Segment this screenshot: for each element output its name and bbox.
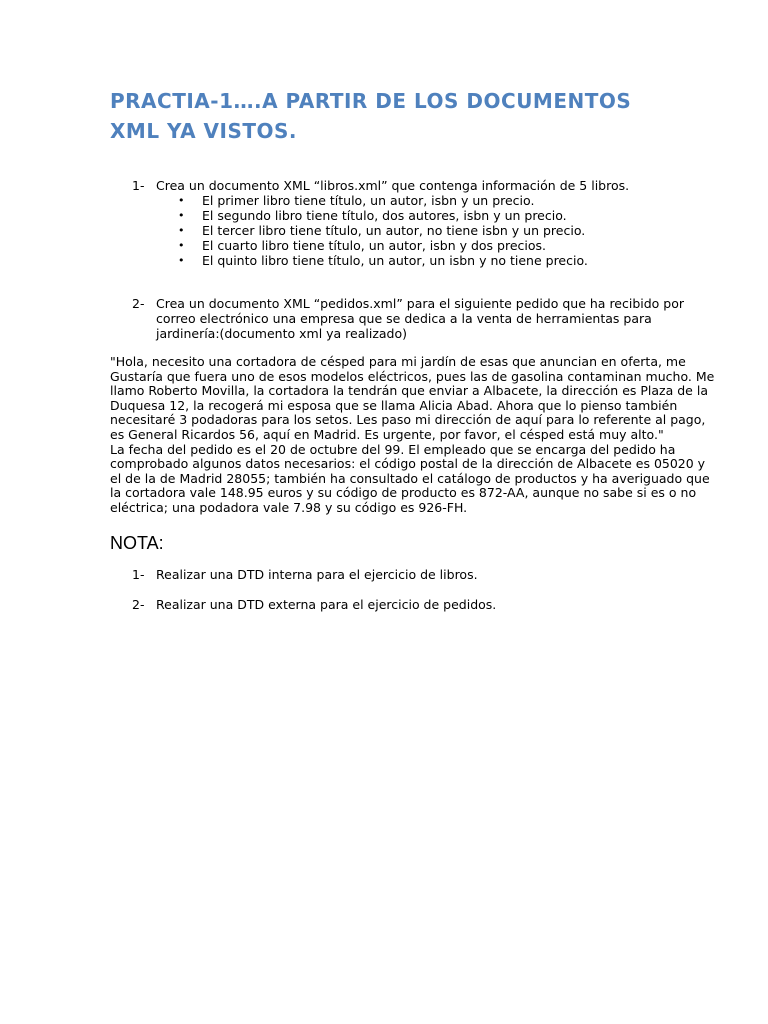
bullet-text: El quinto libro tiene título, un autor, un isbn y no tiene precio. (202, 253, 588, 268)
paragraph-line: "Hola, necesito una cortadora de césped para mi jardín de esas que anuncian en oferta, me (110, 354, 686, 369)
task-1-number: 1- (132, 178, 145, 193)
task-2-line-1: Crea un documento XML “pedidos.xml” para el siguiente pedido que ha recibido por (156, 296, 685, 311)
task-1-text: Crea un documento XML “libros.xml” que contenga información de 5 libros. (156, 178, 630, 193)
task-2-line-3: jardinería:(documento xml ya realizado) (156, 326, 408, 341)
bullet-icon: • (178, 209, 185, 222)
paragraph-line: necesitaré 3 podadoras para los setos. Les paso mi dirección de aquí para lo referente al pago, (110, 412, 706, 428)
bullet-icon: • (178, 239, 185, 252)
bullet-text: El primer libro tiene título, un autor, isbn y un precio. (202, 193, 535, 208)
paragraph-line: Duquesa 12, la recogerá mi esposa que se llama Alicia Abad. Ahora que lo pienso también (110, 397, 678, 413)
bullet-text: El tercer libro tiene título, un autor, no tiene isbn y un precio. (202, 223, 586, 238)
title-line-1: PRACTIA-1….A PARTIR DE LOS DOCUMENTOS (110, 89, 632, 113)
paragraph-line: es General Ricardos 56, aquí en Madrid. Es urgente, por favor, el césped está muy alto." (110, 426, 664, 442)
nota-heading: NOTA: (110, 533, 164, 553)
bullet-text: El segundo libro tiene título, dos autores, isbn y un precio. (202, 208, 567, 223)
bullet-icon: • (178, 254, 185, 267)
page-title (110, 86, 670, 146)
paragraph-line: Gustaría que fuera uno de esos modelos eléctricos, pues las de gasolina contaminan mucho. Me (110, 368, 715, 384)
note-2-text: Realizar una DTD externa para el ejercicio de pedidos. (156, 597, 497, 612)
note-2-number: 2- (132, 597, 145, 612)
paragraph-line: el de la de Madrid 28055; también ha consultado el catálogo de productos y ha averiguado que (110, 470, 710, 486)
bullet-icon: • (178, 224, 185, 237)
paragraph-line: llamo Roberto Movilla, la cortadora la tendrán que enviar a Albacete, la dirección es Plaza de la (110, 383, 708, 399)
paragraph-line: la cortadora vale 148.95 euros y su código de producto es 872-AA, aunque no sabe si es o no (110, 485, 697, 501)
paragraph-line: comprobado algunos datos necesarios: el código postal de la dirección de Albacete es 05020 y (110, 456, 706, 472)
paragraph-line: La fecha del pedido es el 20 de octubre del 99. El empleado que se encarga del pedido ha (110, 441, 676, 457)
bullet-text: El cuarto libro tiene título, un autor, isbn y dos precios. (202, 238, 547, 253)
task-2-line-2: correo electrónico una empresa que se dedica a la venta de herramientas para (156, 311, 652, 326)
paragraph-line: eléctrica; una podadora vale 7.98 y su código es 926-FH. (110, 499, 468, 515)
note-1-text: Realizar una DTD interna para el ejercicio de libros. (156, 567, 478, 582)
bullet-icon: • (178, 194, 185, 207)
task-2-number: 2- (132, 296, 145, 311)
title-line-2: XML YA VISTOS. (110, 119, 298, 143)
order-paragraph (110, 354, 715, 516)
note-1-number: 1- (132, 567, 145, 582)
